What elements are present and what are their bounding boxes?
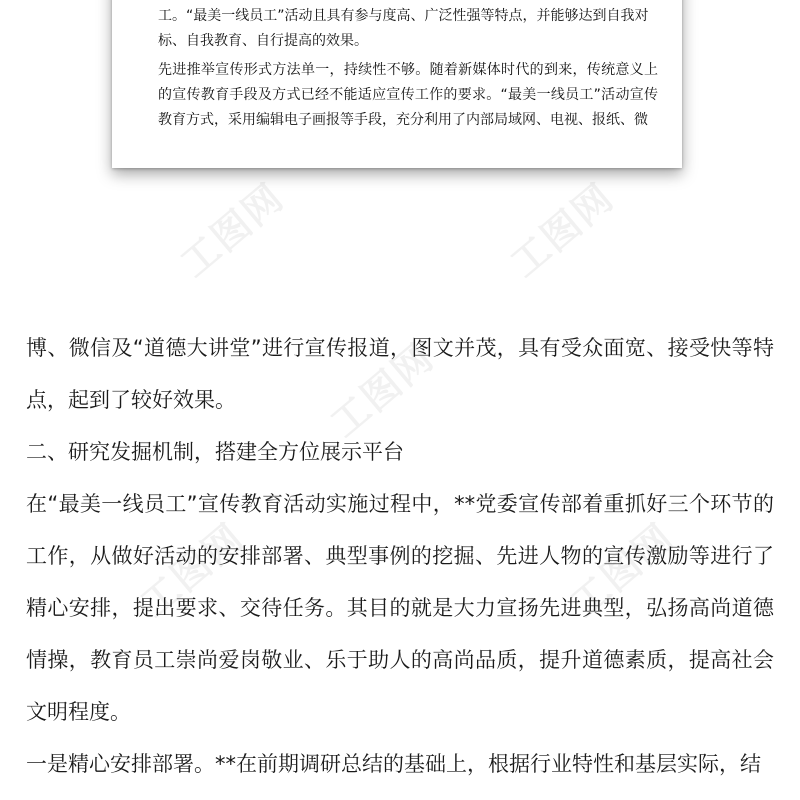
card-paragraph-1 — [158, 4, 658, 54]
watermark-1: 工图网 — [172, 174, 293, 286]
watermark-5: 工图网 — [562, 514, 683, 626]
card-paragraph-2: 先进推举宣传形式方法单一，持续性不够。随着新媒体时代的到来，传统意义上的宣传教育手段及方式已经不能适应宣传工作的要求。“最美一线员工”活动宣传教育方式，采用编辑电子画报等手段，充分利用了内部局域网、电视、报纸、微 — [158, 62, 658, 128]
document-page-card — [112, 0, 682, 168]
body-paragraph-2: 在“最美一线员工”宣传教育活动实施过程中，**党委宣传部着重抓好三个环节的工作，从做好活动的安排部署、典型事例的挖掘、先进人物的宣传激励等进行了精心安排，提出要求、交待任务。其目的就是大力宣扬先进典型，弘扬高尚道德情操，教育员工崇尚爱岗敬业、乐于助人的高尚品质，提升道德素质，提高社会文明程度。 — [26, 492, 774, 724]
section-heading-2: 二、研究发掘机制，搭建全方位展示平台 — [26, 440, 404, 464]
watermark-3: 工图网 — [322, 334, 443, 446]
body-paragraph-1: 博、微信及“道德大讲堂”进行宣传报道，图文并茂，具有受众面宽、接受快等特点，起到了较好效果。 — [26, 336, 774, 412]
watermark-4: 工图网 — [132, 514, 253, 626]
document-body — [26, 322, 774, 790]
card-line-2: 标、自我教育、自行提高的效果。 — [158, 33, 368, 49]
card-line-1: 工。“最美一线员工”活动且具有参与度高、广泛性强等特点，并能够达到自我对 — [158, 8, 649, 24]
body-paragraph-3: 一是精心安排部署。**在前期调研总结的基础上，根据行业特性和基层实际，结 — [26, 752, 761, 776]
card-text-block — [158, 4, 658, 137]
watermark-2: 工图网 — [502, 174, 623, 286]
